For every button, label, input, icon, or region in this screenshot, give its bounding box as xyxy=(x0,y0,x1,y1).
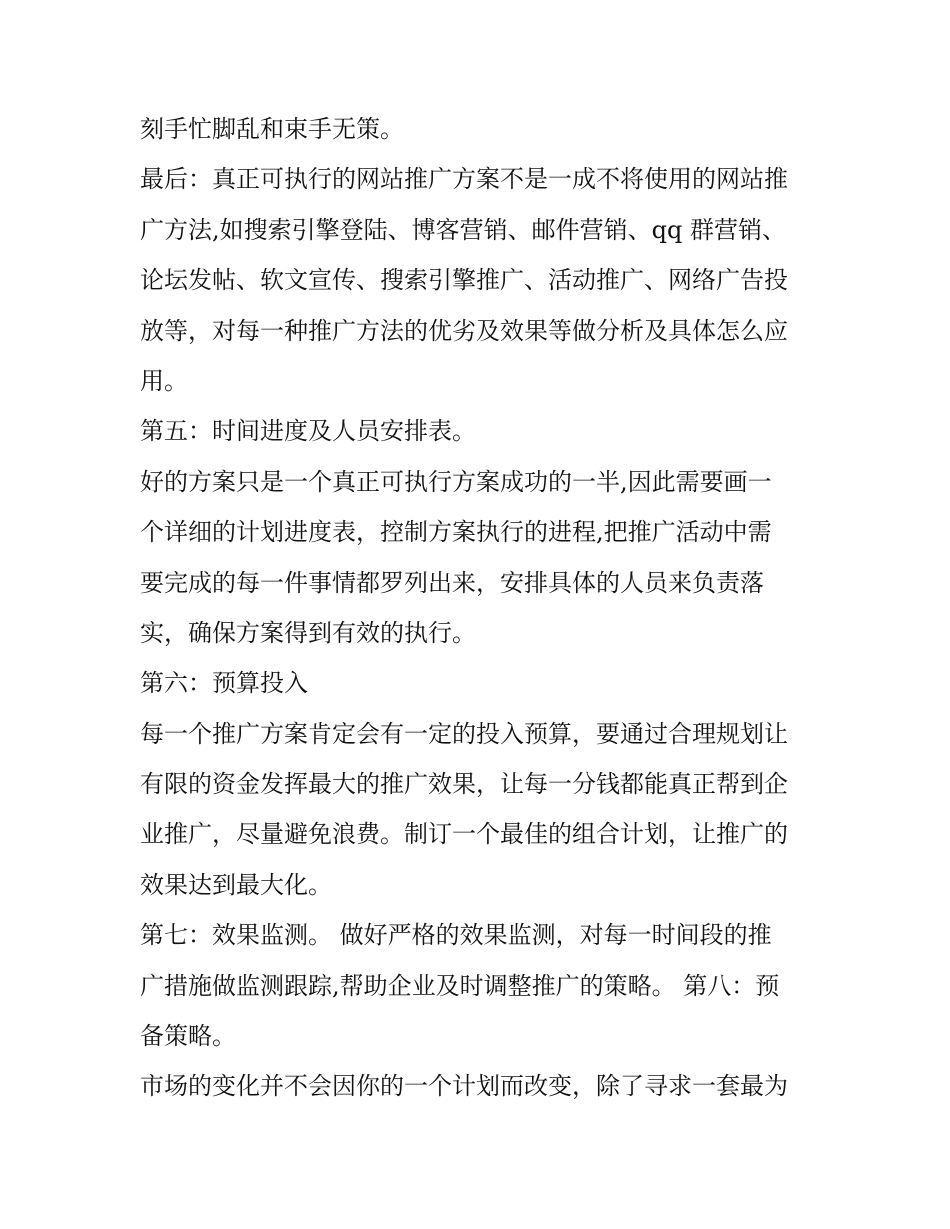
text-line: 好的方案只是一个真正可执行方案成功的一半,因此需要画一 xyxy=(140,467,772,496)
text-line: 要完成的每一件事情都罗列出来，安排具体的人员来负责落 xyxy=(140,568,764,597)
text-line: 个详细的计划进度表，控制方案执行的进程,把推广活动中需 xyxy=(140,518,772,547)
section-heading: 第五：时间进度及人员安排表。 xyxy=(140,417,476,446)
text-line: 广方法,如搜索引擎登陆、博客营销、邮件营销、qq 群营销、 xyxy=(140,215,786,244)
text-line: 市场的变化并不会因你的一个计划而改变，除了寻求一套最为 xyxy=(140,1072,788,1101)
text-line: 效果达到最大化。 xyxy=(140,870,332,899)
text-line: 业推广，尽量避免浪费。制订一个最佳的组合计划，让推广的 xyxy=(140,820,788,849)
section-heading: 第六：预算投入 xyxy=(140,669,308,698)
document-body xyxy=(140,104,830,1112)
text-line: 有限的资金发挥最大的推广效果，让每一分钱都能真正帮到企 xyxy=(140,770,788,799)
text-line: 论坛发帖、软文宣传、搜索引擎推广、活动推广、网络广告投 xyxy=(140,266,788,295)
text-line: 用。 xyxy=(140,366,188,395)
text-line: 每一个推广方案肯定会有一定的投入预算，要通过合理规划让 xyxy=(140,719,788,748)
section-heading: 第七：效果监测。 做好严格的效果监测，对每一时间段的推 xyxy=(140,921,772,950)
text-line: 广措施做监测跟踪,帮助企业及时调整推广的策略。 第八：预 xyxy=(140,971,780,1000)
text-line: 最后：真正可执行的网站推广方案不是一成不将使用的网站推 xyxy=(140,165,788,194)
text-line: 刻手忙脚乱和束手无策。 xyxy=(140,115,404,143)
text-line: 备策略。 xyxy=(140,1022,236,1051)
text-line: 实，确保方案得到有效的执行。 xyxy=(140,618,476,647)
text-line: 放等，对每一种推广方法的优劣及效果等做分析及具体怎么应 xyxy=(140,316,788,345)
